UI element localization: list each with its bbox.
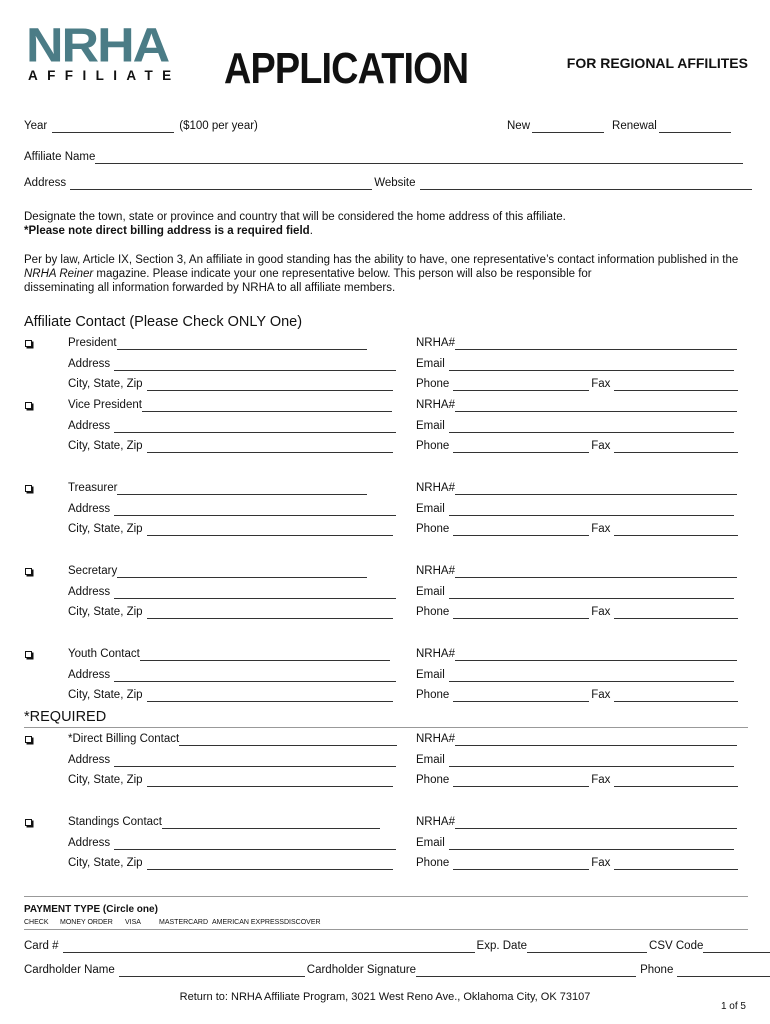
payment-option-mastercard[interactable]: MASTERCARD [159,919,209,926]
youth-contact-email-label: Email [416,669,445,681]
direct-billing-contact-nrha-row [416,733,739,746]
treasurer-address-label: Address [68,503,111,515]
secretary-name-row [68,565,369,578]
cardholder-name-field[interactable] [119,966,305,977]
direct-billing-contact-city-row [68,774,395,787]
vice-president-city-label: City, State, Zip [68,440,143,452]
required-divider [24,727,748,728]
treasurer-phone-row [416,523,740,536]
president-city-label: City, State, Zip [68,378,143,390]
direct-billing-contact-fax-field[interactable] [614,776,738,787]
secretary-name-field[interactable] [117,567,367,578]
payment-divider-top [24,896,748,897]
vice-president-email-field[interactable] [449,422,734,433]
affiliate-address-field[interactable] [70,179,372,190]
treasurer-fax-field[interactable] [614,525,738,536]
treasurer-name-row [68,482,369,495]
standings-contact-email-row [416,837,736,850]
president-phone-field[interactable] [453,380,589,391]
vice-president-phone-field[interactable] [453,442,589,453]
youth-contact-name-field[interactable] [140,650,390,661]
vice-president-fax-field[interactable] [614,442,738,453]
vice-president-phone-row [416,440,740,453]
standings-contact-city-row [68,857,395,870]
president-phone-label: Phone [416,378,450,390]
secretary-phone-field[interactable] [453,608,589,619]
secretary-city-label: City, State, Zip [68,606,143,618]
csv-code-label: CSV Code [649,940,704,952]
president-address-row [68,358,398,371]
youth-contact-city-row [68,689,395,702]
youth-contact-fax-label: Fax [591,689,611,701]
logo-main-text: NRHA [26,19,169,73]
youth-contact-address-row [68,669,398,682]
vice-president-city-field[interactable] [147,442,393,453]
secretary-nrha-label: NRHA# [416,565,455,577]
cardholder-phone-label: Phone [640,964,674,976]
year-label: Year [24,120,48,132]
direct-billing-contact-name-row [68,733,399,746]
designate-instructions [24,210,744,238]
vice-president-city-row [68,440,395,453]
youth-contact-role-label: Youth Contact [68,648,140,660]
page-number: 1 of 5 [720,1001,746,1012]
treasurer-nrha-label: NRHA# [416,482,455,494]
exp-date-label: Exp. Date [476,940,528,952]
secretary-address-row [68,586,398,599]
treasurer-phone-field[interactable] [453,525,589,536]
cardholder-row [24,964,770,977]
secretary-city-row [68,606,395,619]
card-number-field[interactable] [63,942,475,953]
president-email-row [416,358,736,371]
csv-code-field[interactable] [703,942,770,953]
treasurer-city-label: City, State, Zip [68,523,143,535]
vice-president-email-row [416,420,736,433]
new-renewal-row [507,120,733,133]
exp-date-field[interactable] [527,942,647,953]
direct-billing-contact-role-label: *Direct Billing Contact [68,733,180,745]
vice-president-address-field[interactable] [114,422,396,433]
standings-contact-phone-row [416,857,740,870]
youth-contact-nrha-row [416,648,739,661]
secretary-nrha-row [416,565,739,578]
president-address-label: Address [68,358,111,370]
secretary-email-label: Email [416,586,445,598]
treasurer-email-field[interactable] [449,505,734,516]
president-phone-row [416,378,740,391]
checkbox-youth-contact[interactable] [25,651,32,658]
checkbox-standings-contact[interactable] [25,819,32,826]
treasurer-role-label: Treasurer [68,482,118,494]
year-field[interactable] [52,122,174,133]
president-name-row [68,337,369,350]
affiliate-contact-heading: Affiliate Contact (Please Check ONLY One) [24,314,303,330]
treasurer-phone-label: Phone [416,523,450,535]
secretary-address-field[interactable] [114,588,396,599]
billing-note: *Please note direct billing address is a required field [24,225,310,237]
return-address: Return to: NRHA Affiliate Program, 3021 West Reno Ave., Oklahoma City, OK 73107 [179,991,591,1003]
youth-contact-phone-field[interactable] [453,691,589,702]
treasurer-fax-label: Fax [591,523,611,535]
checkbox-secretary[interactable] [25,568,32,575]
youth-contact-nrha-field[interactable] [455,650,737,661]
affiliate-name-label: Affiliate Name [24,151,96,163]
payment-type-title: PAYMENT TYPE (Circle one) [24,904,158,915]
secretary-address-label: Address [68,586,111,598]
checkbox-treasurer[interactable] [25,485,32,492]
card-number-label: Card # [24,940,59,952]
direct-billing-contact-address-field[interactable] [114,756,396,767]
youth-contact-fax-field[interactable] [614,691,738,702]
billing-note-period: . [309,225,313,237]
treasurer-address-field[interactable] [114,505,396,516]
address-label: Address [24,177,67,189]
treasurer-nrha-field[interactable] [455,484,737,495]
checkbox-president[interactable] [25,340,32,347]
president-nrha-row [416,337,739,350]
standings-contact-address-row [68,837,398,850]
president-role-label: President [68,337,117,349]
payment-option-amex[interactable]: AMERICAN EXPRESS [212,919,284,926]
secretary-nrha-field[interactable] [455,567,737,578]
direct-billing-contact-address-label: Address [68,754,111,766]
president-nrha-field[interactable] [455,339,737,350]
treasurer-address-row [68,503,398,516]
nrha-affiliate-logo [24,19,200,84]
standings-contact-nrha-label: NRHA# [416,816,455,828]
treasurer-name-field[interactable] [117,484,367,495]
new-label: New [507,120,531,132]
treasurer-nrha-row [416,482,739,495]
president-nrha-label: NRHA# [416,337,455,349]
logo-sub-text: AFFILIATE [28,68,181,83]
billing-note-line [24,224,744,238]
direct-billing-contact-nrha-label: NRHA# [416,733,455,745]
standings-contact-nrha-row [416,816,739,829]
payment-option-check[interactable]: CHECK [24,919,49,926]
bylaw-instructions [24,253,744,295]
secretary-role-label: Secretary [68,565,118,577]
youth-contact-phone-row [416,689,740,702]
youth-contact-city-label: City, State, Zip [68,689,143,701]
treasurer-city-row [68,523,395,536]
designate-text: Designate the town, state or province and country that will be considered the home address of this affiliate. [24,211,566,223]
president-address-field[interactable] [114,360,396,371]
president-email-field[interactable] [449,360,734,371]
president-name-field[interactable] [117,339,367,350]
cardholder-signature-label: Cardholder Signature [306,964,417,976]
page-subtitle: FOR REGIONAL AFFILITES [566,55,748,71]
youth-contact-nrha-label: NRHA# [416,648,455,660]
cardholder-phone-field[interactable] [677,966,770,977]
standings-contact-city-label: City, State, Zip [68,857,143,869]
secretary-phone-label: Phone [416,606,450,618]
president-city-row [68,378,395,391]
secretary-phone-row [416,606,740,619]
direct-billing-contact-address-row [68,754,398,767]
secretary-email-row [416,586,736,599]
youth-contact-email-row [416,669,736,682]
address-website-row [24,177,754,190]
website-field[interactable] [420,179,752,190]
secretary-email-field[interactable] [449,588,734,599]
bylaw-text-2-line [24,267,744,281]
direct-billing-contact-fax-label: Fax [591,774,611,786]
vice-president-nrha-label: NRHA# [416,399,455,411]
direct-billing-contact-city-label: City, State, Zip [68,774,143,786]
standings-contact-city-field[interactable] [147,859,393,870]
payment-options [24,919,321,926]
payment-option-discover[interactable]: DISCOVER [284,919,321,926]
vice-president-name-field[interactable] [142,401,392,412]
youth-contact-city-field[interactable] [147,691,393,702]
treasurer-city-field[interactable] [147,525,393,536]
bylaw-text-2: magazine. Please indicate your one representative below. This person will also be responsible for [93,268,592,280]
youth-contact-address-label: Address [68,669,111,681]
payment-option-visa[interactable]: VISA [125,919,141,926]
president-fax-field[interactable] [614,380,738,391]
vice-president-email-label: Email [416,420,445,432]
affiliate-name-row [24,151,745,164]
bylaw-text-1: Per by law, Article IX, Section 3, An affiliate in good standing has the ability to have, one representative’s contact information published in the [24,254,739,266]
payment-divider-bottom [24,929,748,930]
standings-contact-nrha-field[interactable] [455,818,737,829]
checkbox-direct-billing-contact[interactable] [25,736,32,743]
direct-billing-contact-email-label: Email [416,754,445,766]
vice-president-nrha-row [416,399,739,412]
vice-president-fax-label: Fax [591,440,611,452]
form-header [24,19,748,93]
cardholder-signature-field[interactable] [416,966,636,977]
direct-billing-contact-city-field[interactable] [147,776,393,787]
payment-option-money-order[interactable]: MONEY ORDER [60,919,113,926]
president-city-field[interactable] [147,380,393,391]
secretary-city-field[interactable] [147,608,393,619]
year-note: ($100 per year) [179,120,258,132]
standings-contact-phone-label: Phone [416,857,450,869]
youth-contact-name-row [68,648,392,661]
bylaw-text-3: disseminating all information forwarded by NRHA to all affiliate members. [24,282,396,294]
youth-contact-address-field[interactable] [114,671,396,682]
direct-billing-contact-phone-field[interactable] [453,776,589,787]
vice-president-address-label: Address [68,420,111,432]
standings-contact-fax-field[interactable] [614,859,738,870]
president-fax-label: Fax [591,378,611,390]
secretary-fax-label: Fax [591,606,611,618]
direct-billing-contact-phone-row [416,774,740,787]
renewal-label: Renewal [612,120,657,132]
required-heading: *REQUIRED [24,709,107,725]
vice-president-nrha-field[interactable] [455,401,737,412]
website-label: Website [374,177,416,189]
checkbox-vice-president[interactable] [25,402,32,409]
president-email-label: Email [416,358,445,370]
card-row [24,940,770,953]
year-row [24,120,258,133]
standings-contact-address-field[interactable] [114,839,396,850]
youth-contact-phone-label: Phone [416,689,450,701]
vice-president-address-row [68,420,398,433]
cardholder-name-label: Cardholder Name [24,964,115,976]
standings-contact-role-label: Standings Contact [68,816,162,828]
new-field[interactable] [532,122,604,133]
standings-contact-fax-label: Fax [591,857,611,869]
vice-president-role-label: Vice President [68,399,142,411]
direct-billing-contact-nrha-field[interactable] [455,735,737,746]
affiliate-name-field[interactable] [95,153,743,164]
page-title: APPLICATION [224,44,469,93]
direct-billing-contact-email-row [416,754,736,767]
direct-billing-contact-email-field[interactable] [449,756,734,767]
standings-contact-email-field[interactable] [449,839,734,850]
direct-billing-contact-name-field[interactable] [179,735,397,746]
renewal-field[interactable] [659,122,731,133]
vice-president-name-row [68,399,394,412]
treasurer-email-row [416,503,736,516]
standings-contact-phone-field[interactable] [453,859,589,870]
standings-contact-name-field[interactable] [162,818,380,829]
magazine-name: NRHA Reiner [24,268,94,280]
direct-billing-contact-phone-label: Phone [416,774,450,786]
youth-contact-email-field[interactable] [449,671,734,682]
standings-contact-email-label: Email [416,837,445,849]
standings-contact-name-row [68,816,382,829]
treasurer-email-label: Email [416,503,445,515]
standings-contact-address-label: Address [68,837,111,849]
vice-president-phone-label: Phone [416,440,450,452]
secretary-fax-field[interactable] [614,608,738,619]
